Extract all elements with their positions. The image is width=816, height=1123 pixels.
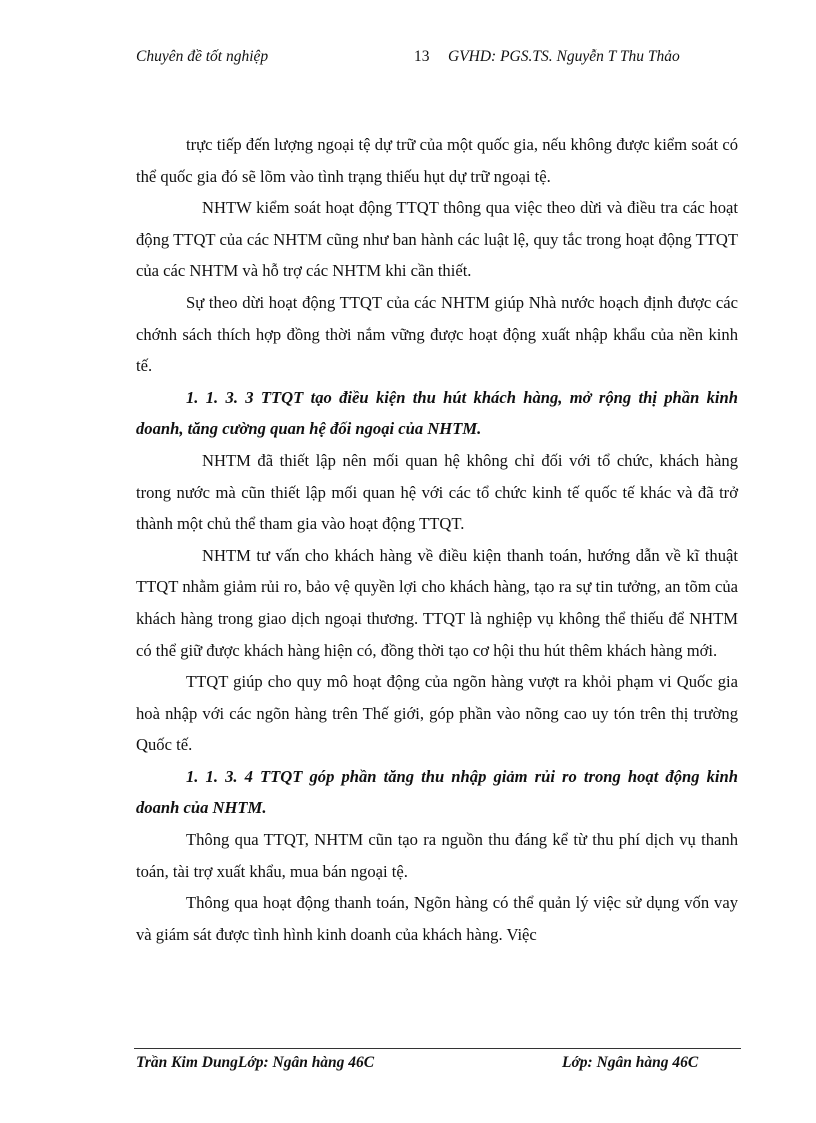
page-header: [136, 48, 736, 70]
paragraph: NHTM tư vấn cho khách hàng về điều kiện thanh toán, hướng dẫn về kĩ thuật TTQT nhằm giảm rủi ro, bảo vệ quyền lợi cho khách hàng, tạo ra sự tin tưởng, an tõm của khách hàng trong giao dịch ngoại thương. TTQT là nghiệp vụ không thể thiếu để NHTM có thể giữ được khách hàng hiện có, đồng thời tạo cơ hội thu hút thêm khách hàng mới.: [136, 545, 738, 660]
header-advisor: GVHD: PGS.TS. Nguyễn T Thu Thảo: [448, 48, 680, 65]
document-body: [136, 129, 738, 950]
section-heading: 1. 1. 3. 3 TTQT tạo điều kiện thu hút khách hàng, mở rộng thị phần kinh doanh, tăng cường quan hệ đối ngoại của NHTM.: [136, 387, 738, 439]
footer-divider: [134, 1048, 741, 1049]
header-title: Chuyên đề tốt nghiệp: [136, 48, 269, 65]
section-heading: 1. 1. 3. 4 TTQT góp phần tăng thu nhập giảm rủi ro trong hoạt động kinh doanh của NHTM.: [136, 766, 738, 818]
footer-class: Lớp: Ngân hàng 46C: [562, 1054, 699, 1071]
paragraph: NHTM đã thiết lập nên mối quan hệ không chỉ đối với tổ chức, khách hàng trong nước mà cũn thiết lập mối quan hệ với các tổ chức kinh tế quốc tế khác và đã trở thành một chủ thể tham gia vào hoạt động TTQT.: [136, 450, 738, 534]
paragraph: Thông qua TTQT, NHTM cũn tạo ra nguồn thu đáng kể từ thu phí dịch vụ thanh toán, tài trợ xuất khẩu, mua bán ngoại tệ.: [136, 830, 738, 881]
paragraph: Thông qua hoạt động thanh toán, Ngõn hàng có thể quản lý việc sử dụng vốn vay và giám sát được tình hình kinh doanh của khách hàng. Việc: [136, 893, 738, 944]
paragraph: trực tiếp đến lượng ngoại tệ dự trữ của một quốc gia, nếu không được kiểm soát có thể quốc gia đó sẽ lõm vào tình trạng thiếu hụt dự trữ ngoại tệ.: [136, 135, 738, 186]
page-footer: [136, 1054, 736, 1076]
paragraph: NHTW kiểm soát hoạt động TTQT thông qua việc theo dừi và điều tra các hoạt động TTQT của các NHTM cũng như ban hành các luật lệ, quy tắc trong hoạt động TTQT của các NHTM và hỗ trợ các NHTM khi cần thiết.: [136, 198, 738, 281]
footer-author: Trần Kim DungLớp: Ngân hàng 46C: [136, 1054, 375, 1071]
page-number: 13: [414, 48, 430, 65]
paragraph: Sự theo dừi hoạt động TTQT của các NHTM giúp Nhà nước hoạch định được các chớnh sách thích hợp đồng thời nắm vững được hoạt động xuất nhập khẩu của nền kinh tế.: [136, 292, 738, 376]
paragraph: TTQT giúp cho quy mô hoạt động của ngõn hàng vượt ra khỏi phạm vi Quốc gia hoà nhập với các ngõn hàng trên Thế giới, góp phần vào nõng cao uy tón trên thị trường Quốc tế.: [136, 672, 738, 755]
